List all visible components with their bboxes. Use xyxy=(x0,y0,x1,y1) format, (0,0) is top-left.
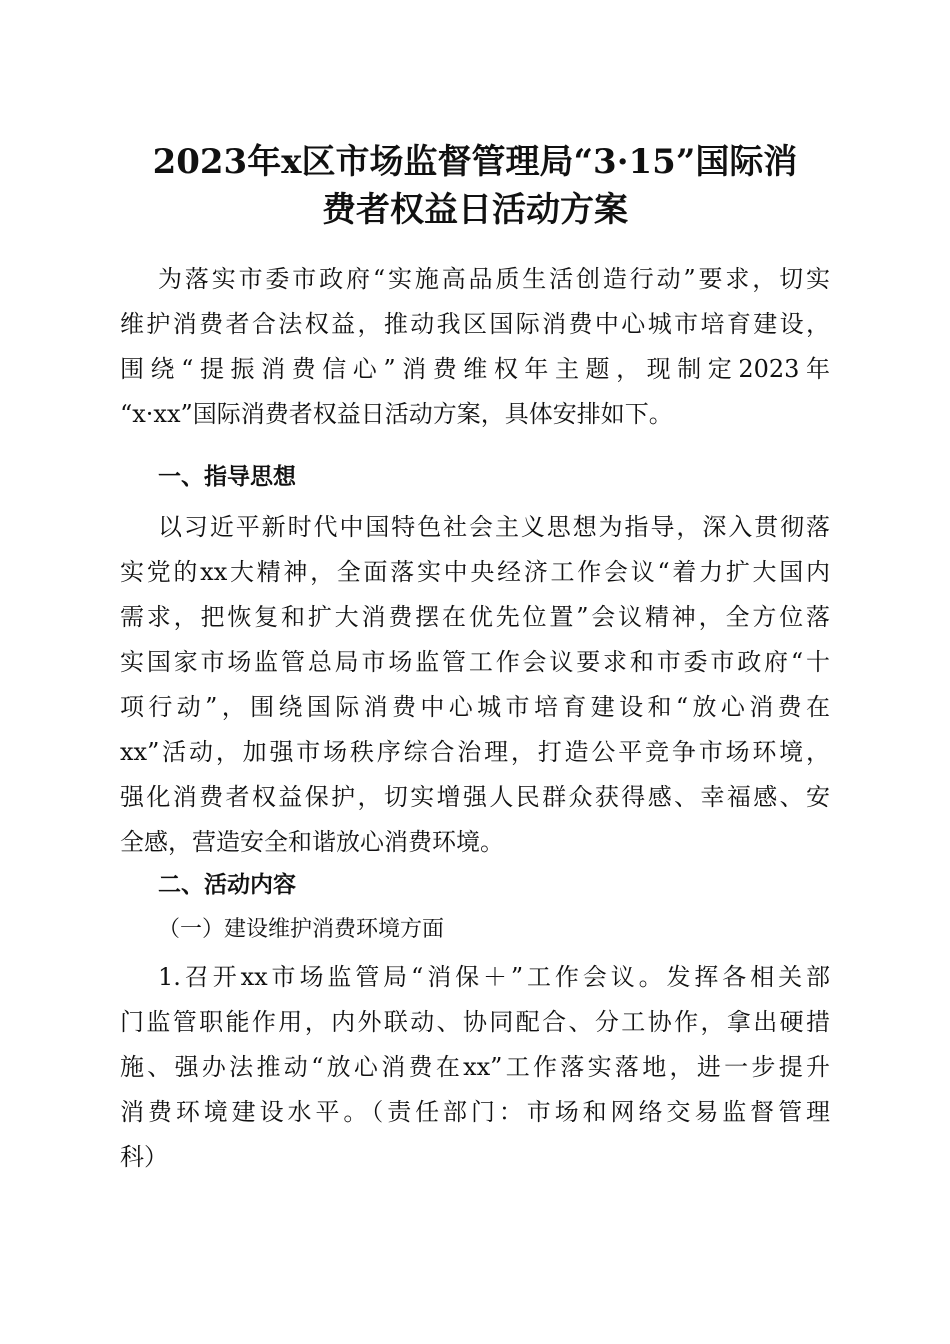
paragraph-line: 门监管职能作用，内外联动、协同配合、分工协作，拿出硬措 xyxy=(120,1008,830,1036)
paragraph-line: 强化消费者权益保护，切实增强人民群众获得感、幸福感、安 xyxy=(120,783,830,811)
document-title-line-2: 费者权益日活动方案 xyxy=(322,190,628,230)
paragraph-line: 科） xyxy=(120,1143,168,1171)
paragraph-line: 施、强办法推动“放心消费在xx”工作落实落地，进一步提升 xyxy=(120,1053,830,1081)
intro-line: 为落实市委市政府“实施高品质生活创造行动”要求，切实 xyxy=(158,265,830,293)
paragraph-line: 需求，把恢复和扩大消费摆在优先位置”会议精神，全方位落 xyxy=(120,603,830,631)
document-title-line-1: 2023年x区市场监督管理局“3·15”国际消 xyxy=(152,142,798,182)
paragraph-line: 项行动”，围绕国际消费中心城市培育建设和“放心消费在 xyxy=(120,693,830,721)
paragraph-line: 全感，营造安全和谐放心消费环境。 xyxy=(120,828,504,856)
intro-line: 维护消费者合法权益，推动我区国际消费中心城市培育建设， xyxy=(120,310,830,338)
paragraph-line: 消费环境建设水平。（责任部门：市场和网络交易监督管理 xyxy=(120,1098,830,1126)
section-heading-activity-content: 二、活动内容 xyxy=(158,872,296,898)
subsection-heading: （一）建设维护消费环境方面 xyxy=(158,917,445,942)
paragraph-line: 实党的xx大精神，全面落实中央经济工作会议“着力扩大国内 xyxy=(120,558,830,586)
intro-line: “x·xx”国际消费者权益日活动方案，具体安排如下。 xyxy=(120,400,673,428)
section-heading-guiding-thought: 一、指导思想 xyxy=(158,464,296,490)
paragraph-line: 实国家市场监管总局市场监管工作会议要求和市委市政府“十 xyxy=(120,648,830,676)
intro-line: 围绕“提振消费信心”消费维权年主题，现制定2023年 xyxy=(120,355,830,383)
paragraph-line: 以习近平新时代中国特色社会主义思想为指导，深入贯彻落 xyxy=(158,513,830,541)
paragraph-line: 1.召开xx市场监管局“消保＋”工作会议。发挥各相关部 xyxy=(158,963,830,991)
paragraph-line: xx”活动，加强市场秩序综合治理，打造公平竞争市场环境， xyxy=(120,738,830,766)
